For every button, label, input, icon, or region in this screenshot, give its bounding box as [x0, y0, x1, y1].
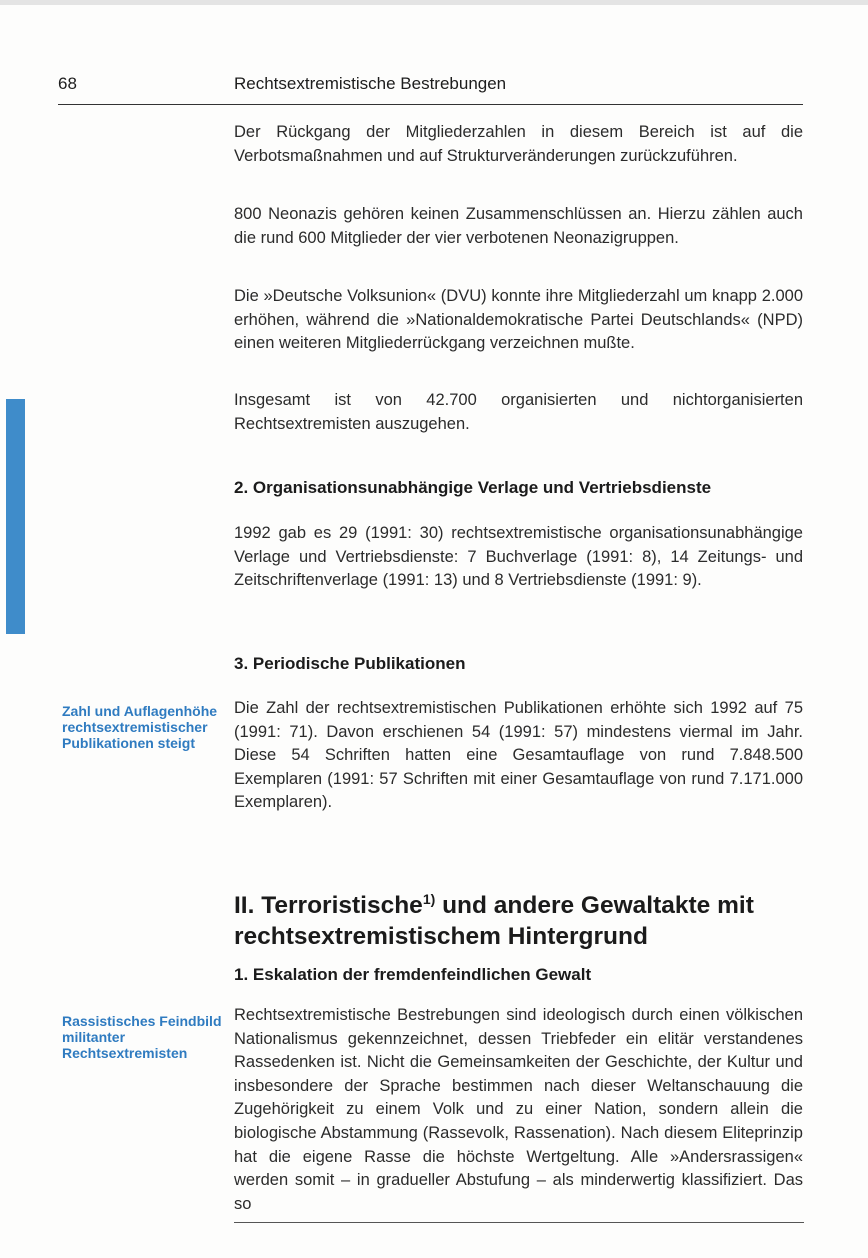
paragraph-insgesamt: Insgesamt ist von 42.700 organisierten und nichtorganisierten Rechtsextremisten auszugehen. [234, 391, 803, 433]
margin-note-feindbild: Rassistisches Feindbild militanter Rechtsextremisten [62, 1013, 222, 1061]
chapter-marker-bar [6, 399, 25, 634]
heading-eskalation: 1. Eskalation der fremdenfeindlichen Gewalt [234, 965, 592, 984]
page-number: 68 [58, 74, 77, 93]
footnote-marker: 1) [422, 891, 436, 907]
footer-rule [234, 1222, 804, 1223]
chapter-heading-part1: II. Terroristische [234, 892, 423, 920]
chapter-heading-part2: und andere Gewaltakte mit rechtsextremistischem Hintergrund [234, 892, 754, 951]
paragraph-neonazis: 800 Neonazis gehören keinen Zusammenschlüssen an. Hierzu zählen auch die rund 600 Mitglieder der vier verbotenen Neonazigruppen. [234, 205, 803, 247]
paragraph-rueckgang: Der Rückgang der Mitgliederzahlen in diesem Bereich ist auf die Verbotsmaßnahmen und auf Strukturveränderungen zurückzuführen. [234, 123, 803, 165]
margin-note-publikationen: Zahl und Auflagenhöhe rechtsextremistischer Publikationen steigt [62, 703, 218, 751]
scan-top-border [0, 0, 868, 5]
paragraph-publikationen: Die Zahl der rechtsextremistischen Publikationen erhöhte sich 1992 auf 75 (1991: 71). Davon erschienen 54 (1991: 57) mindestens viermal im Jahr. Diese 54 Schriften hatten eine Gesamtauflage von rund 7.848.500 Exemplaren (1991: 57 Schriften mit einer Gesamtauflage von rund 7.171.000 Exemplaren). [234, 699, 803, 812]
heading-verlage: 2. Organisationsunabhängige Verlage und Vertriebsdienste [234, 478, 712, 497]
paragraph-dvu-npd: Die »Deutsche Volksunion« (DVU) konnte ihre Mitgliederzahl um knapp 2.000 erhöhen, während die »Nationaldemokratische Partei Deutschlands« (NPD) einen weiteren Mitgliederrückgang verzeichnen mußte. [234, 287, 803, 353]
running-title: Rechtsextremistische Bestrebungen [234, 74, 507, 93]
paragraph-verlage: 1992 gab es 29 (1991: 30) rechtsextremistische organisationsunabhängige Verlage und Vertriebsdienste: 7 Buchverlage (1991: 8), 14 Zeitungs- und Zeitschriftenverlage (1991: 13) und 8 Vertriebsdienste (1991: 9). [234, 524, 803, 590]
heading-periodische-publikationen: 3. Periodische Publikationen [234, 654, 466, 673]
paragraph-ideologie: Rechtsextremistische Bestrebungen sind ideologisch durch einen völkischen Nationalismus gekennzeichnet, dessen Triebfeder ein elitär verstandenes Rassedenken ist. Nicht die Gemeinsamkeiten der Geschichte, der Kultur und insbesondere der Sprache bestimmen nach dieser Weltanschauung die Zugehörigkeit zu einem Volk und zu einer Nation, sondern allein die biologische Abstammung (Rassevolk, Rassenation). Nach diesem Eliteprinzip hat die eigene Rasse die höchste Wertgeltung. Alle »Andersrassigen« werden somit – in gradueller Abstufung – als minderwertig klassifiziert. Das so [234, 1006, 803, 1213]
page-header [58, 74, 803, 105]
chapter-heading [234, 884, 804, 952]
